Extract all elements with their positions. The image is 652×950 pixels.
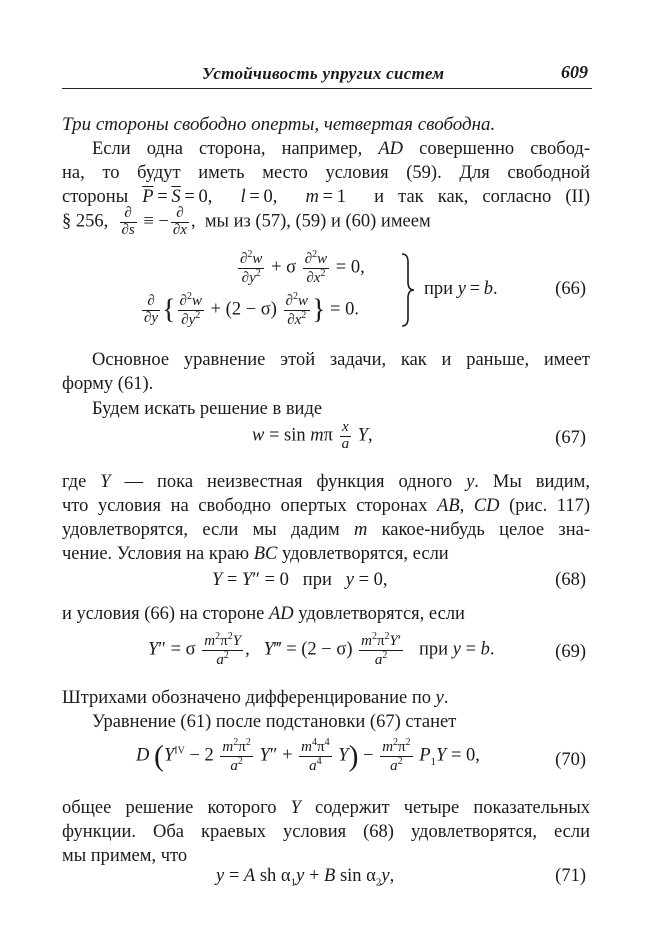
equation-67: w = sin mπ $\frac{x}{a}$ Y,: [252, 419, 373, 452]
equation-71-number: (71): [555, 866, 586, 886]
paragraph-8-line-1: общее решение которого Y содержит четыре показательных: [62, 798, 590, 818]
paragraph-1-line-4: § 256, $\frac{\partial}{\partial s}$ ≡ − $\frac{\partial}{\partial x}$ , мы из (57), (59) и (60) имеем: [62, 205, 431, 238]
equation-67-number: (67): [555, 428, 586, 448]
equation-69-number: (69): [555, 642, 586, 662]
running-title: Устойчивость упругих систем: [202, 64, 445, 83]
equation-66-number: (66): [555, 279, 586, 299]
paragraph-8-line-3: мы примем, что: [62, 846, 188, 866]
paragraph-4-line-1: где Y — пока неизвестная функция одного y. Мы видим,: [62, 472, 590, 492]
page-number: 609: [561, 62, 588, 82]
right-brace: [400, 252, 416, 328]
equation-70-number: (70): [555, 750, 586, 770]
paragraph-4-line-3: удовлетворятся, если мы дадим m какое-нибудь целое зна-: [62, 520, 590, 540]
paragraph-1-line-2: на, то будут иметь место условия (59). Для свободной: [62, 163, 590, 183]
paragraph-4-line-2: что условия на свободно опертых сторонах AB, CD (рис. 117): [62, 496, 591, 516]
paragraph-2-line-2: форму (61).: [62, 374, 154, 394]
equation-66-line-2: $\frac{\partial}{\partial y}$ { $\frac{\partial^2w}{\partial y^2}$ + (2 − σ) $\frac{\partial^2w}{\partial x^2}$ } = 0.: [144, 291, 359, 328]
equation-71: y = A sh $\alpha_1y + B$ $\sin \alpha_2y$,: [216, 866, 395, 889]
paragraph-4-line-4: чение. Условия на краю BC удовлетворятся, если: [62, 544, 449, 564]
equation-66-line-1: $\frac{\partial^2w}{\partial y^2}$ + σ $\frac{\partial^2w}{\partial x^2}$ = 0,: [240, 249, 365, 286]
equation-69: Y″ = σ $\frac{m^2\pi^2Y}{a^2}$ , Y‴ = (2 − σ) $\frac{m^2\pi^2Y'}{a^2}$ при y = b.: [148, 631, 495, 668]
paragraph-8-line-2: функции. Оба краевых условия (68) удовлетворятся, если: [62, 822, 590, 842]
paragraph-3: Будем искать решение в виде: [92, 399, 323, 419]
paragraph-2-line-1: Основное уравнение этой задачи, как и раньше, имеет: [92, 350, 590, 370]
equation-68: Y = Y″ = 0 при y = 0,: [212, 570, 388, 590]
running-head: [62, 62, 592, 89]
equation-66-condition: при y = b.: [424, 279, 498, 299]
equation-70: D ($Y^{IV} - 2$ $\frac{m^2\pi^2}{a^2}$ Y″ + $\frac{m^4\pi^4}{a^4}$ Y) − $\frac{m^2\pi^2}{a^2}$ $P_1Y = 0$,: [136, 737, 480, 774]
equation-68-number: (68): [555, 570, 586, 590]
paragraph-7: Уравнение (61) после подстановки (67) станет: [92, 712, 457, 732]
paragraph-5: и условия (66) на стороне AD удовлетворятся, если: [62, 604, 465, 624]
paragraph-1-line-3: стороны $\overline{P} = \overline{S} = 0$, l = 0, m = 1 и так как, согласно (II): [62, 187, 591, 207]
paragraph-6: Штрихами обозначено дифференцирование по y.: [62, 688, 449, 708]
paragraph-1-line-1: Если одна сторона, например, AD совершенно свобод-: [92, 139, 590, 159]
section-title: Три стороны свободно оперты, четвертая свободна.: [62, 114, 496, 135]
